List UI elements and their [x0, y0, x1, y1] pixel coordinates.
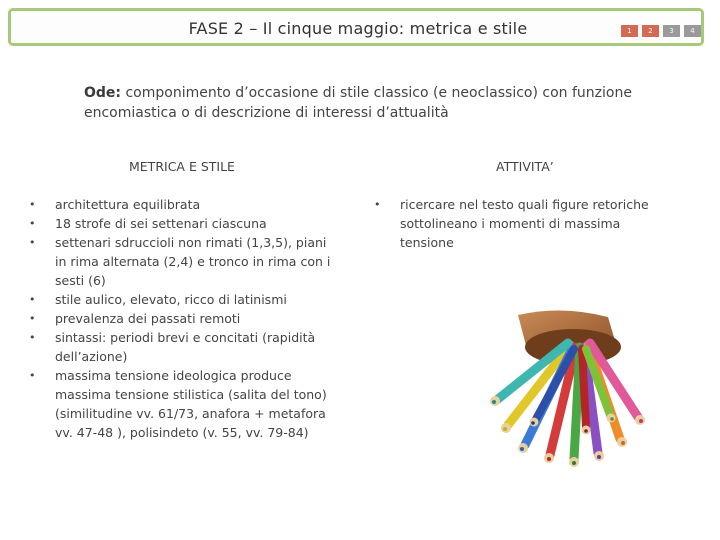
nav-item-1[interactable]: 1 — [621, 25, 638, 37]
list-item: • architettura equilibrata — [29, 195, 341, 214]
slide-title: FASE 2 – Il cinque maggio: metrica e stile — [188, 19, 528, 38]
ode-label: Ode: — [84, 85, 122, 101]
nav-item-4[interactable]: 4 — [684, 25, 701, 37]
list-item: • settenari sdruccioli non rimati (1,3,5), piani in rima alternata (2,4) e tronco in rima con i sesti (6) — [29, 233, 341, 290]
attivita-heading: ATTIVITA’ — [496, 159, 554, 174]
list-item: • stile aulico, elevato, ricco di latinismi — [29, 290, 341, 309]
list-item: • 18 strofe di sei settenari ciascuna — [29, 214, 341, 233]
list-item: • prevalenza dei passati remoti — [29, 309, 341, 328]
ode-definition — [84, 83, 664, 123]
metrica-heading: METRICA E STILE — [129, 159, 235, 174]
colored-pencils-pot-icon — [470, 307, 655, 467]
list-item: • ricercare nel testo quali figure retoriche sottolineano i momenti di massima tensione — [374, 195, 664, 252]
nav-item-2[interactable]: 2 — [642, 25, 659, 37]
attivita-list — [374, 195, 664, 252]
metrica-list — [29, 195, 341, 442]
list-item: • massima tensione ideologica produce massima tensione stilistica (salita del tono) (similitudine vv. 61/73, anafora + metafora vv. 47-48 ), polisindeto (v. 55, vv. 79-84) — [29, 366, 341, 442]
nav-item-3[interactable]: 3 — [663, 25, 680, 37]
list-item: • sintassi: periodi brevi e concitati (rapidità dell’azione) — [29, 328, 341, 366]
ode-text: componimento d’occasione di stile classico (e neoclassico) con funzione encomiastica o di descrizione di interessi d’attualità — [84, 85, 632, 121]
slide-nav — [621, 25, 701, 37]
